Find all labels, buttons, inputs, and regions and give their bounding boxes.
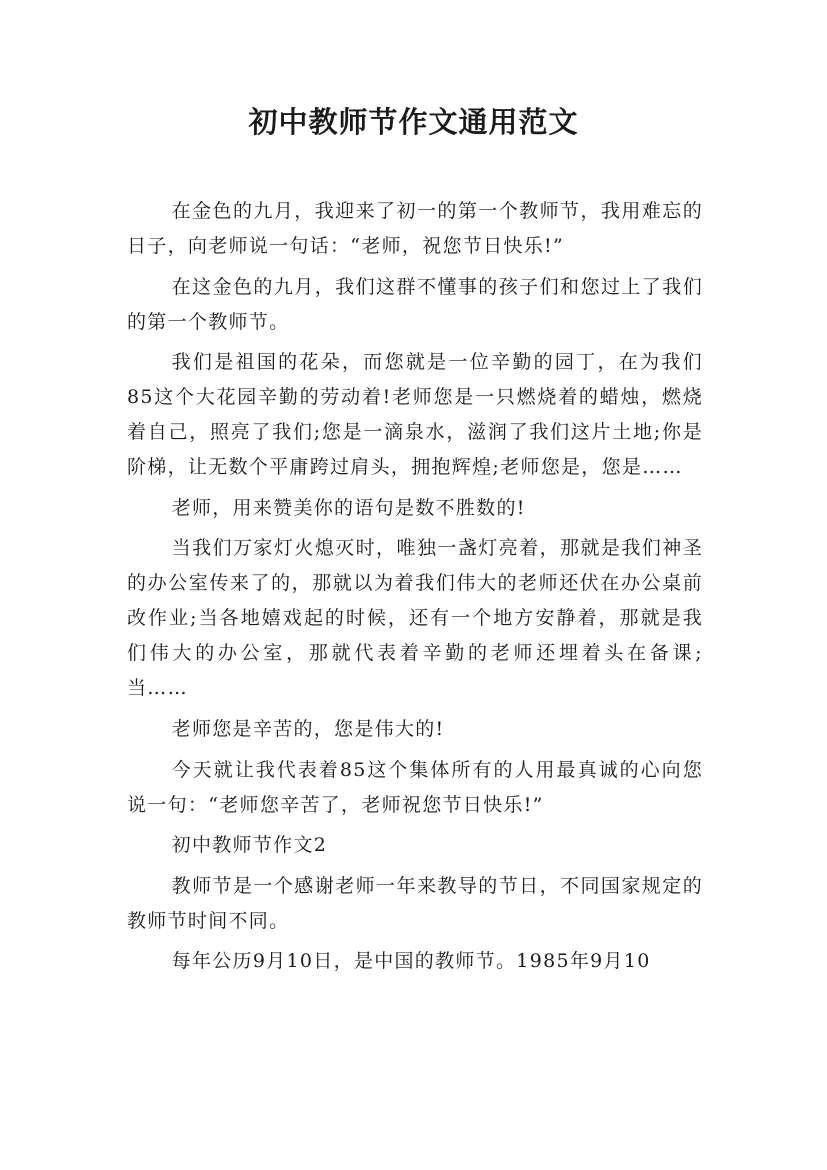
paragraph: 在金色的九月，我迎来了初一的第一个教师节，我用难忘的日子，向老师说一句话：“老师，祝您节日快乐!” [127, 200, 703, 257]
paragraph: 今天就让我代表着85这个集体所有的人用最真诚的心向您说一句：“老师您辛苦了，老师祝您节日快乐!” [127, 758, 703, 816]
section-heading: 初中教师节作文2 [171, 834, 328, 857]
document-title: 初中教师节作文通用范文 [248, 105, 579, 139]
document-body [127, 194, 703, 985]
paragraph: 教师节是一个感谢老师一年来教导的节日，不同国家规定的教师节时间不同。 [127, 874, 703, 932]
paragraph: 在这金色的九月，我们这群不懂事的孩子们和您过上了我们的第一个教师节。 [127, 275, 703, 333]
paragraph: 每年公历9月10日，是中国的教师节。1985年9月10 [171, 950, 651, 973]
paragraph: 老师，用来赞美你的语句是数不胜数的! [171, 496, 526, 519]
paragraph: 我们是祖国的花朵，而您就是一位辛勤的园丁，在为我们85这个大花园辛勤的劳动着!老师您是一只燃烧着的蜡烛，燃烧着自己，照亮了我们;您是一滴泉水，滋润了我们这片土地;你是阶梯，让无数个平庸跨过肩头，拥抱辉煌;老师您是，您是…… [127, 351, 703, 479]
paragraph: 当我们万家灯火熄灭时，唯独一盏灯亮着，那就是我们神圣的办公室传来了的，那就以为着我们伟大的老师还伏在办公桌前改作业;当各地嬉戏起的时候，还有一个地方安静着，那就是我们伟大的办公室，那就代表着辛勤的老师还埋着头在备课;当…… [127, 537, 703, 700]
paragraph: 老师您是辛苦的，您是伟大的! [171, 717, 445, 740]
